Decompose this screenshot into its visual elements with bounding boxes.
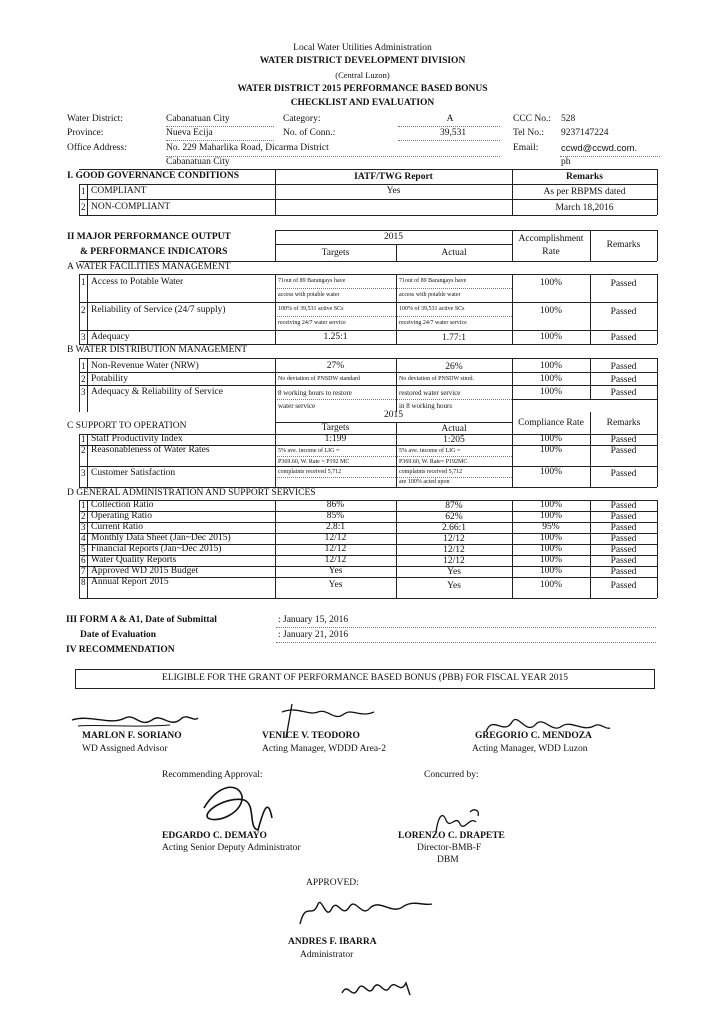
office-value: No. 229 Maharlika Road, Dicarma District: [166, 143, 329, 153]
row-number: 1: [81, 434, 86, 444]
actual-text: No deviation of PNSDW stnrd.: [399, 376, 475, 382]
rate-cell: 100%: [539, 467, 563, 477]
target-cell: 12/12: [324, 555, 347, 565]
category-label: Category:: [283, 114, 321, 124]
actual-text: 100% of 39,531 active SCs: [399, 306, 465, 312]
tel-label: Tel No.:: [513, 128, 544, 138]
remarks-cell: Passed: [610, 567, 637, 577]
rate-cell: 100%: [539, 544, 563, 554]
remarks-cell: Passed: [610, 469, 637, 479]
target-cell: 86%: [326, 500, 345, 510]
target-text: 71out of 89 Barangays have: [278, 278, 346, 284]
row-number: 7: [81, 566, 86, 576]
connections-label: No. of Conn.:: [283, 128, 336, 138]
target-text: No deviation of PNSDW standard: [278, 376, 360, 382]
indicator-adequacy: Adequacy: [91, 332, 130, 342]
col-iatf-report: IATF/TWG Report: [354, 172, 433, 182]
rate-cell: 100%: [539, 580, 563, 590]
signatory-teodoro-title: Acting Manager, WDDD Area-2: [262, 744, 386, 754]
tel-value: 9237147224: [561, 128, 609, 138]
target-text: 8 working hours to restore: [278, 389, 352, 397]
rate-cell: 100%: [539, 332, 563, 342]
actual-text: 71out of 89 Barangays have: [399, 278, 467, 284]
row-number: 6: [81, 555, 86, 565]
target-text: receiving 24/7 water service: [278, 320, 346, 326]
indicator-water-quality-reports: Water Quality Reports: [91, 555, 177, 565]
indicator-nrw: Non-Revenue Water (NRW): [91, 361, 199, 371]
rate-cell: 100%: [539, 445, 563, 455]
water-district-label: Water District:: [67, 114, 123, 124]
indicator-reliability: Reliability of Service (24/7 supply): [91, 305, 226, 315]
approved-label: APPROVED:: [306, 878, 359, 888]
actual-text: restored water service: [399, 389, 461, 397]
signatory-mendoza-name: GREGORIO C. MENDOZA: [475, 731, 592, 741]
header-line1: Local Water Utilities Administration: [293, 43, 432, 53]
rate-cell: 100%: [539, 500, 563, 510]
section1-title: I. GOOD GOVERNANCE CONDITIONS: [67, 171, 240, 181]
actual-text: access with potable water: [399, 292, 461, 298]
row-number: 8: [81, 577, 86, 587]
actual-cell: 2.66:1: [441, 523, 466, 533]
actual-cell: 62%: [445, 512, 463, 522]
actual-cell: 87%: [445, 501, 463, 511]
signatory-teodoro-name: VENICE V. TEODORO: [262, 731, 360, 741]
row-number: 2: [81, 511, 86, 521]
ccc-value: 528: [561, 114, 576, 124]
row-number: 3: [81, 522, 86, 532]
indicator-financial-reports: Financial Reports (Jan~Dec 2015): [91, 544, 222, 554]
group-d-title: D GENERAL ADMINISTRATION AND SUPPORT SERVICES: [67, 488, 316, 498]
rate-cell: 100%: [539, 566, 563, 576]
remarks-cell: Passed: [610, 545, 637, 555]
rate-cell: 100%: [539, 434, 563, 444]
remarks-cell: Passed: [610, 501, 637, 511]
category-value: A: [446, 114, 454, 124]
target-cell: 2.8:1: [325, 522, 346, 532]
year-header: 2015: [384, 232, 403, 242]
indicator-approved-budget: Approved WD 2015 Budget: [91, 566, 199, 576]
remarks-cell: Passed: [610, 435, 637, 445]
office-label: Office Address:: [67, 143, 127, 153]
signatory-ibarra-name: ANDRES F. IBARRA: [288, 937, 377, 947]
remarks-cell: Passed: [610, 279, 637, 289]
remarks-cell: Passed: [610, 375, 637, 385]
province-label: Province:: [67, 128, 104, 138]
rate-cell: 100%: [539, 374, 563, 384]
non-compliant-remarks: March 18,2016: [555, 203, 614, 213]
remarks-cell: Passed: [610, 388, 637, 398]
indicator-annual-report: Annual Report 2015: [91, 577, 169, 587]
col-rate: Rate: [542, 247, 560, 257]
row-number: 3: [81, 332, 86, 342]
actual-cell: 12/12: [443, 556, 465, 566]
target-cell: Yes: [328, 580, 343, 590]
actual-text: receiving 24/7 water service: [399, 320, 467, 326]
remarks-cell: Passed: [610, 333, 637, 343]
indicator-monthly-data-sheet: Monthly Data Sheet (Jan~Dec 2015): [91, 533, 231, 543]
actual-text: P369.60, W. Rate= P192MC: [399, 459, 468, 465]
remarks-cell: Passed: [610, 307, 637, 317]
indicator-water-rates: Reasonableness of Water Rates: [91, 445, 210, 455]
indicator-potability: Potability: [91, 374, 128, 384]
target-text: P369.60, W. Rate = P192 MC: [278, 459, 350, 465]
col-actual: Actual: [441, 248, 467, 258]
signatory-drapete-name: LORENZO C. DRAPETE: [398, 831, 505, 841]
initials-scribble: [340, 975, 420, 1005]
actual-cell: 26%: [445, 362, 463, 372]
actual-cell: 1.77:1: [441, 333, 466, 343]
indicator-operating-ratio: Operating Ratio: [91, 511, 152, 521]
compliant-remarks: As per RBPMS dated: [543, 187, 626, 197]
remarks-cell: Passed: [610, 523, 637, 533]
target-text: 5% ave. income of LIG =: [278, 448, 340, 454]
office-value-2: Cabanatuan City: [166, 157, 230, 167]
rate-cell: 100%: [539, 278, 563, 288]
remarks-cell: Passed: [610, 512, 637, 522]
actual-text: 5% ave. income of LIG =: [399, 448, 461, 454]
signatory-soriano-name: MARLON F. SORIANO: [82, 731, 182, 741]
row-number: 3: [81, 468, 86, 478]
row-number: 2: [81, 374, 86, 384]
indicator-staff-productivity: Staff Productivity Index: [91, 434, 183, 444]
col-targets: Targets: [321, 248, 350, 258]
actual-text: in 8 working hours: [399, 402, 453, 410]
water-district-value: Cabanatuan City: [166, 114, 230, 124]
col-accomplishment: Accomplishment: [518, 234, 584, 244]
rate-cell: 95%: [542, 522, 560, 532]
c-col-compliance-rate: Compliance Rate: [518, 418, 584, 428]
c-col-actual: Actual: [441, 424, 467, 434]
actual-cell: Yes: [447, 567, 461, 577]
ccc-label: CCC No.:: [513, 114, 552, 124]
target-text: access with potable water: [278, 292, 340, 298]
connections-value: 39,531: [440, 128, 467, 138]
row-number: 4: [81, 533, 86, 543]
row-number: 1: [81, 277, 86, 287]
doc-title-1: WATER DISTRICT 2015 PERFORMANCE BASED BONUS: [237, 84, 488, 94]
target-cell: 27%: [326, 361, 345, 371]
email-label: Email:: [513, 143, 539, 153]
rate-cell: 100%: [539, 555, 563, 565]
actual-cell: 12/12: [443, 534, 465, 544]
row-number: 2: [81, 445, 86, 455]
target-cell: 12/12: [324, 544, 347, 554]
header-line2: WATER DISTRICT DEVELOPMENT DIVISION: [259, 56, 466, 66]
doc-title-2: CHECKLIST AND EVALUATION: [290, 98, 435, 108]
compliant-report: Yes: [386, 186, 401, 196]
header-line3: (Central Luzon): [335, 70, 390, 80]
evaluation-date: : January 21, 2016: [278, 630, 349, 640]
recommendation-text: ELIGIBLE FOR THE GRANT OF PERFORMANCE BASED BONUS (PBB) FOR FISCAL YEAR 2015: [162, 673, 568, 683]
indicator-customer-satisfaction: Customer Satisfaction: [91, 468, 176, 478]
indicator-collection-ratio: Collection Ratio: [91, 500, 154, 510]
actual-text: are 100% acted upon: [399, 479, 450, 485]
signature-ibarra: [296, 890, 436, 930]
signatory-drapete-title-2: DBM: [437, 855, 459, 865]
email-value: ccwd@ccwd.com.: [561, 143, 638, 154]
signatory-ibarra-title: Administrator: [300, 950, 354, 960]
c-year-header: 2015: [384, 410, 403, 420]
rate-cell: 100%: [539, 511, 563, 521]
remarks-cell: Passed: [610, 581, 637, 591]
group-a-title: A WATER FACILITIES MANAGEMENT: [67, 262, 231, 272]
signatory-demayo-name: EDGARDO C. DEMAYO: [162, 831, 267, 841]
group-b-title: B WATER DISTRIBUTION MANAGEMENT: [67, 345, 248, 355]
row-number: 3: [81, 387, 86, 397]
target-text: 100% of 39,531 active SCs: [278, 306, 344, 312]
non-compliant-label: NON-COMPLIANT: [91, 202, 171, 212]
actual-cell: Yes: [447, 581, 461, 591]
province-value: Nueva Ecija: [166, 128, 213, 138]
recommending-approval-label: Recommending Approval:: [162, 770, 263, 780]
concurred-by-label: Concurred by:: [424, 770, 479, 780]
row-number: 1: [81, 361, 86, 371]
signatory-mendoza-title: Acting Manager, WDD Luzon: [472, 744, 588, 754]
rate-cell: 100%: [539, 387, 563, 397]
row-number: 2: [81, 305, 86, 315]
section2-title-2: & PERFORMANCE INDICATORS: [80, 247, 228, 257]
indicator-access-potable: Access to Potable Water: [91, 277, 184, 287]
group-c-title: C SUPPORT TO OPERATION: [67, 421, 187, 431]
signatory-demayo-title: Acting Senior Deputy Administrator: [162, 843, 301, 853]
remarks-cell: Passed: [610, 446, 637, 456]
c-col-targets: Targets: [321, 423, 350, 433]
actual-cell: 12/12: [443, 545, 465, 555]
compliant-label: COMPLIANT: [91, 186, 147, 196]
actual-text: complaints received 5,712: [399, 469, 463, 475]
c-col-remarks: Remarks: [606, 418, 641, 428]
indicator-current-ratio: Current Ratio: [91, 522, 143, 532]
rate-cell: 100%: [539, 533, 563, 543]
submittal-date: : January 15, 2016: [278, 615, 349, 625]
section2-title-1: II MAJOR PERFORMANCE OUTPUT: [67, 232, 231, 242]
row-number: 5: [81, 544, 86, 554]
signatory-drapete-title-1: Director-BMB-F: [417, 843, 482, 853]
submittal-label: III FORM A & A1, Date of Submittal: [66, 615, 217, 625]
target-cell: 85%: [326, 511, 345, 521]
indicator-adequacy-reliability: Adequacy & Reliability of Service: [91, 387, 223, 397]
target-cell: 1.25:1: [323, 332, 348, 342]
rate-cell: 100%: [539, 306, 563, 316]
actual-cell: 1:205: [443, 435, 465, 445]
remarks-cell: Passed: [610, 556, 637, 566]
recommendation-label: IV RECOMMENDATION: [66, 645, 175, 655]
signatory-soriano-title: WD Assigned Advisor: [82, 744, 168, 754]
col-remarks-2: Remarks: [606, 240, 641, 250]
target-text: water service: [278, 402, 316, 410]
signature-demayo: [198, 778, 278, 838]
evaluation-label: Date of Evaluation: [80, 630, 156, 640]
row-number: 1: [81, 186, 86, 196]
target-text: complaints received 5,712: [278, 469, 342, 475]
rate-cell: 100%: [539, 361, 563, 371]
target-cell: 1:199: [324, 434, 347, 444]
remarks-cell: Passed: [610, 534, 637, 544]
row-number: 2: [81, 202, 86, 212]
target-cell: Yes: [328, 566, 343, 576]
remarks-cell: Passed: [610, 362, 637, 372]
email-value-2: ph: [561, 157, 571, 167]
col-remarks: Remarks: [566, 172, 603, 182]
target-cell: 12/12: [324, 533, 347, 543]
row-number: 1: [81, 500, 86, 510]
